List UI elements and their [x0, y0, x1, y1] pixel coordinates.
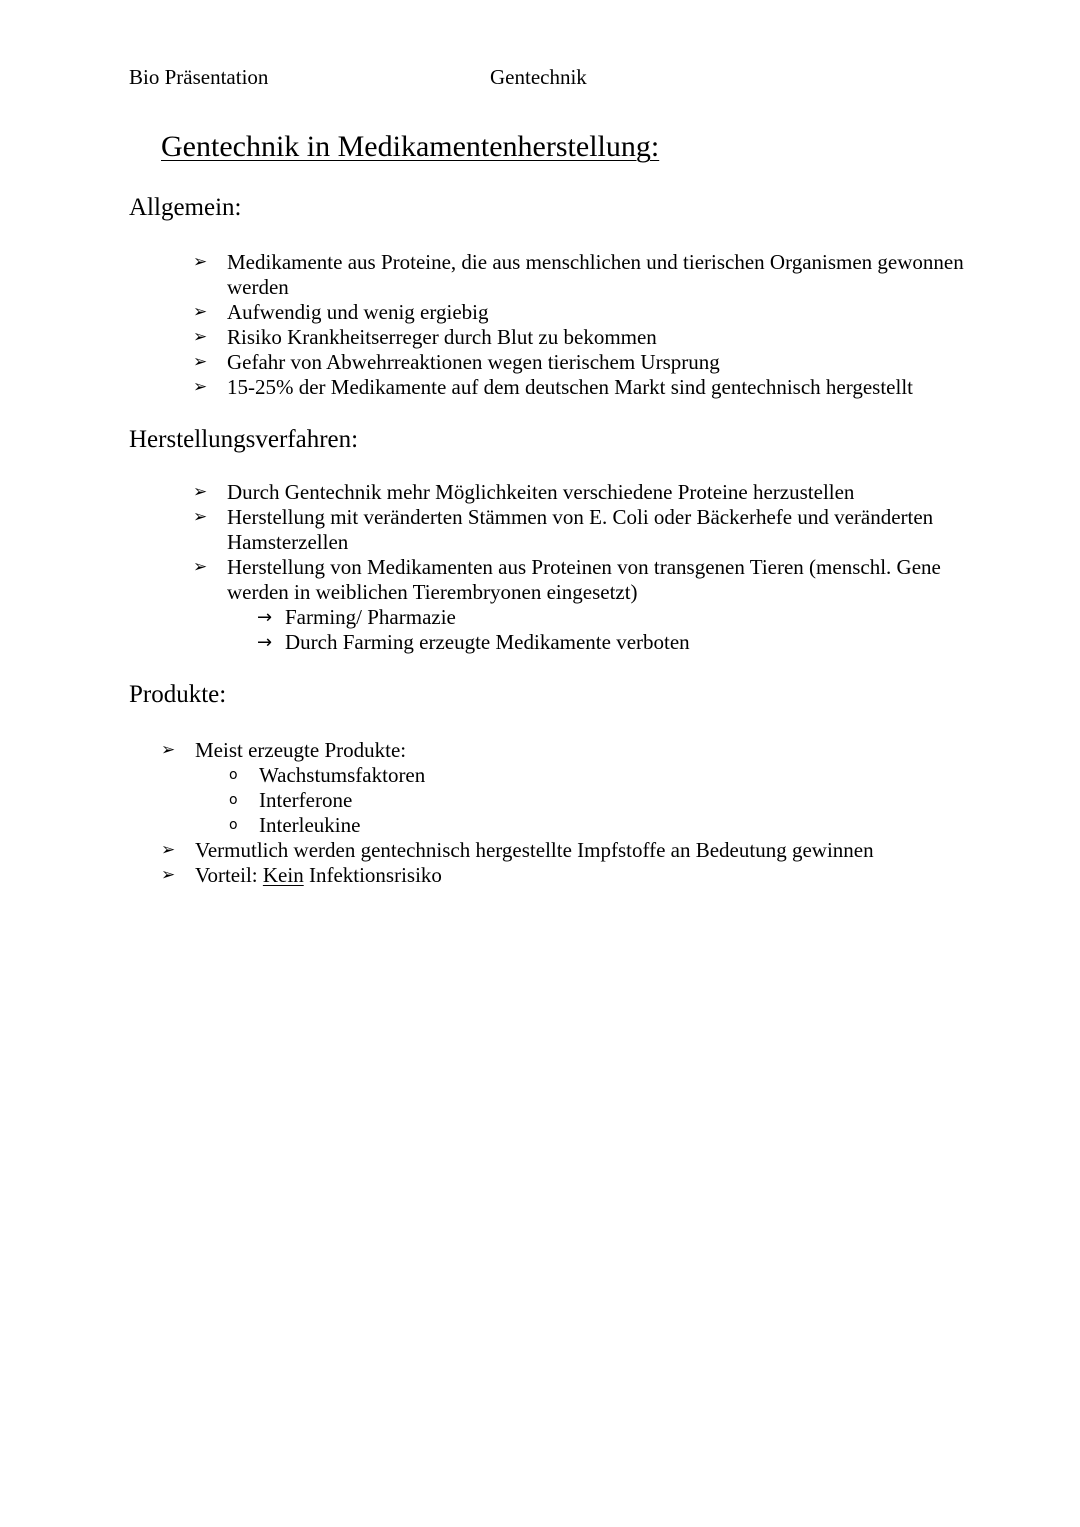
sub-list-item: [257, 605, 993, 630]
right-arrow-icon: →: [257, 607, 273, 628]
sub-list-item: [227, 763, 1011, 788]
arrowhead-bullet-icon: ➢: [161, 840, 176, 860]
list-item-text: Herstellung von Medikamenten aus Proteinen von transgenen Tieren (menschl. Gene werden in weiblichen Tierembryonen eingesetzt): [227, 555, 941, 604]
page-title: Gentechnik in Medikamentenherstellung:: [161, 130, 660, 163]
list-item: [161, 838, 1011, 863]
list-item-text: Risiko Krankheitserreger durch Blut zu bekommen: [227, 325, 657, 349]
list-produkte: [161, 738, 1011, 888]
section-heading-allgemein: Allgemein:: [129, 194, 242, 221]
list-item-text: Herstellung mit veränderten Stämmen von E. Coli oder Bäckerhefe und veränderten Hamsterzellen: [227, 505, 934, 554]
vorteil-text: Infektionsrisiko: [308, 863, 442, 887]
list-herstellungsverfahren: [193, 480, 993, 655]
list-item: [193, 555, 993, 655]
arrowhead-bullet-icon: ➢: [193, 482, 208, 502]
list-item: [193, 480, 993, 505]
underlined-word: Kein: [262, 863, 304, 887]
list-item: [193, 375, 993, 400]
arrowhead-bullet-icon: ➢: [193, 557, 208, 577]
right-arrow-icon: →: [257, 632, 273, 653]
sub-list-item: [227, 813, 1011, 838]
circle-bullet-icon: o: [229, 792, 238, 808]
vorteil-label: Vorteil:: [195, 863, 258, 887]
circle-bullet-icon: o: [229, 817, 238, 833]
sub-list-item-text: Interferone: [259, 788, 353, 812]
sub-list-item-text: Farming/ Pharmazie: [285, 605, 456, 629]
list-item: [193, 505, 993, 555]
header-left: Bio Präsentation: [129, 65, 269, 89]
arrowhead-bullet-icon: ➢: [193, 377, 208, 397]
sub-list-produkte: [195, 763, 1011, 838]
arrowhead-bullet-icon: ➢: [193, 507, 208, 527]
arrowhead-bullet-icon: ➢: [161, 740, 176, 760]
list-allgemein: [193, 250, 993, 400]
list-item-text: Vermutlich werden gentechnisch hergestellte Impfstoffe an Bedeutung gewinnen: [195, 838, 874, 862]
arrowhead-bullet-icon: ➢: [193, 327, 208, 347]
list-item: [193, 250, 993, 300]
list-item: [161, 738, 1011, 838]
sub-list-item: [227, 788, 1011, 813]
sub-list-item-text: Durch Farming erzeugte Medikamente verboten: [285, 630, 690, 654]
sub-list-item-text: Interleukine: [259, 813, 361, 837]
arrowhead-bullet-icon: ➢: [193, 352, 208, 372]
list-item-text: Aufwendig und wenig ergiebig: [227, 300, 489, 324]
list-item: [193, 300, 993, 325]
arrowhead-bullet-icon: ➢: [161, 865, 176, 885]
list-item-text: Medikamente aus Proteine, die aus menschlichen und tierischen Organismen gewonnen werden: [227, 250, 964, 299]
circle-bullet-icon: o: [229, 767, 238, 783]
header-center: Gentechnik: [490, 65, 587, 89]
list-item-text: 15-25% der Medikamente auf dem deutschen Markt sind gentechnisch hergestellt: [227, 375, 913, 399]
sub-list-item-text: Wachstumsfaktoren: [259, 763, 426, 787]
list-item-text: Durch Gentechnik mehr Möglichkeiten verschiedene Proteine herzustellen: [227, 480, 855, 504]
section-heading-produkte: Produkte:: [129, 681, 227, 708]
arrowhead-bullet-icon: ➢: [193, 252, 208, 272]
list-item-text: Meist erzeugte Produkte:: [195, 738, 407, 762]
list-item: [193, 325, 993, 350]
sub-list-farming: [227, 605, 993, 655]
list-item: [161, 863, 1011, 888]
arrowhead-bullet-icon: ➢: [193, 302, 208, 322]
sub-list-item: [257, 630, 993, 655]
list-item-text: Gefahr von Abwehrreaktionen wegen tierischem Ursprung: [227, 350, 720, 374]
section-heading-herstellungsverfahren: Herstellungsverfahren:: [129, 426, 359, 453]
list-item: [193, 350, 993, 375]
